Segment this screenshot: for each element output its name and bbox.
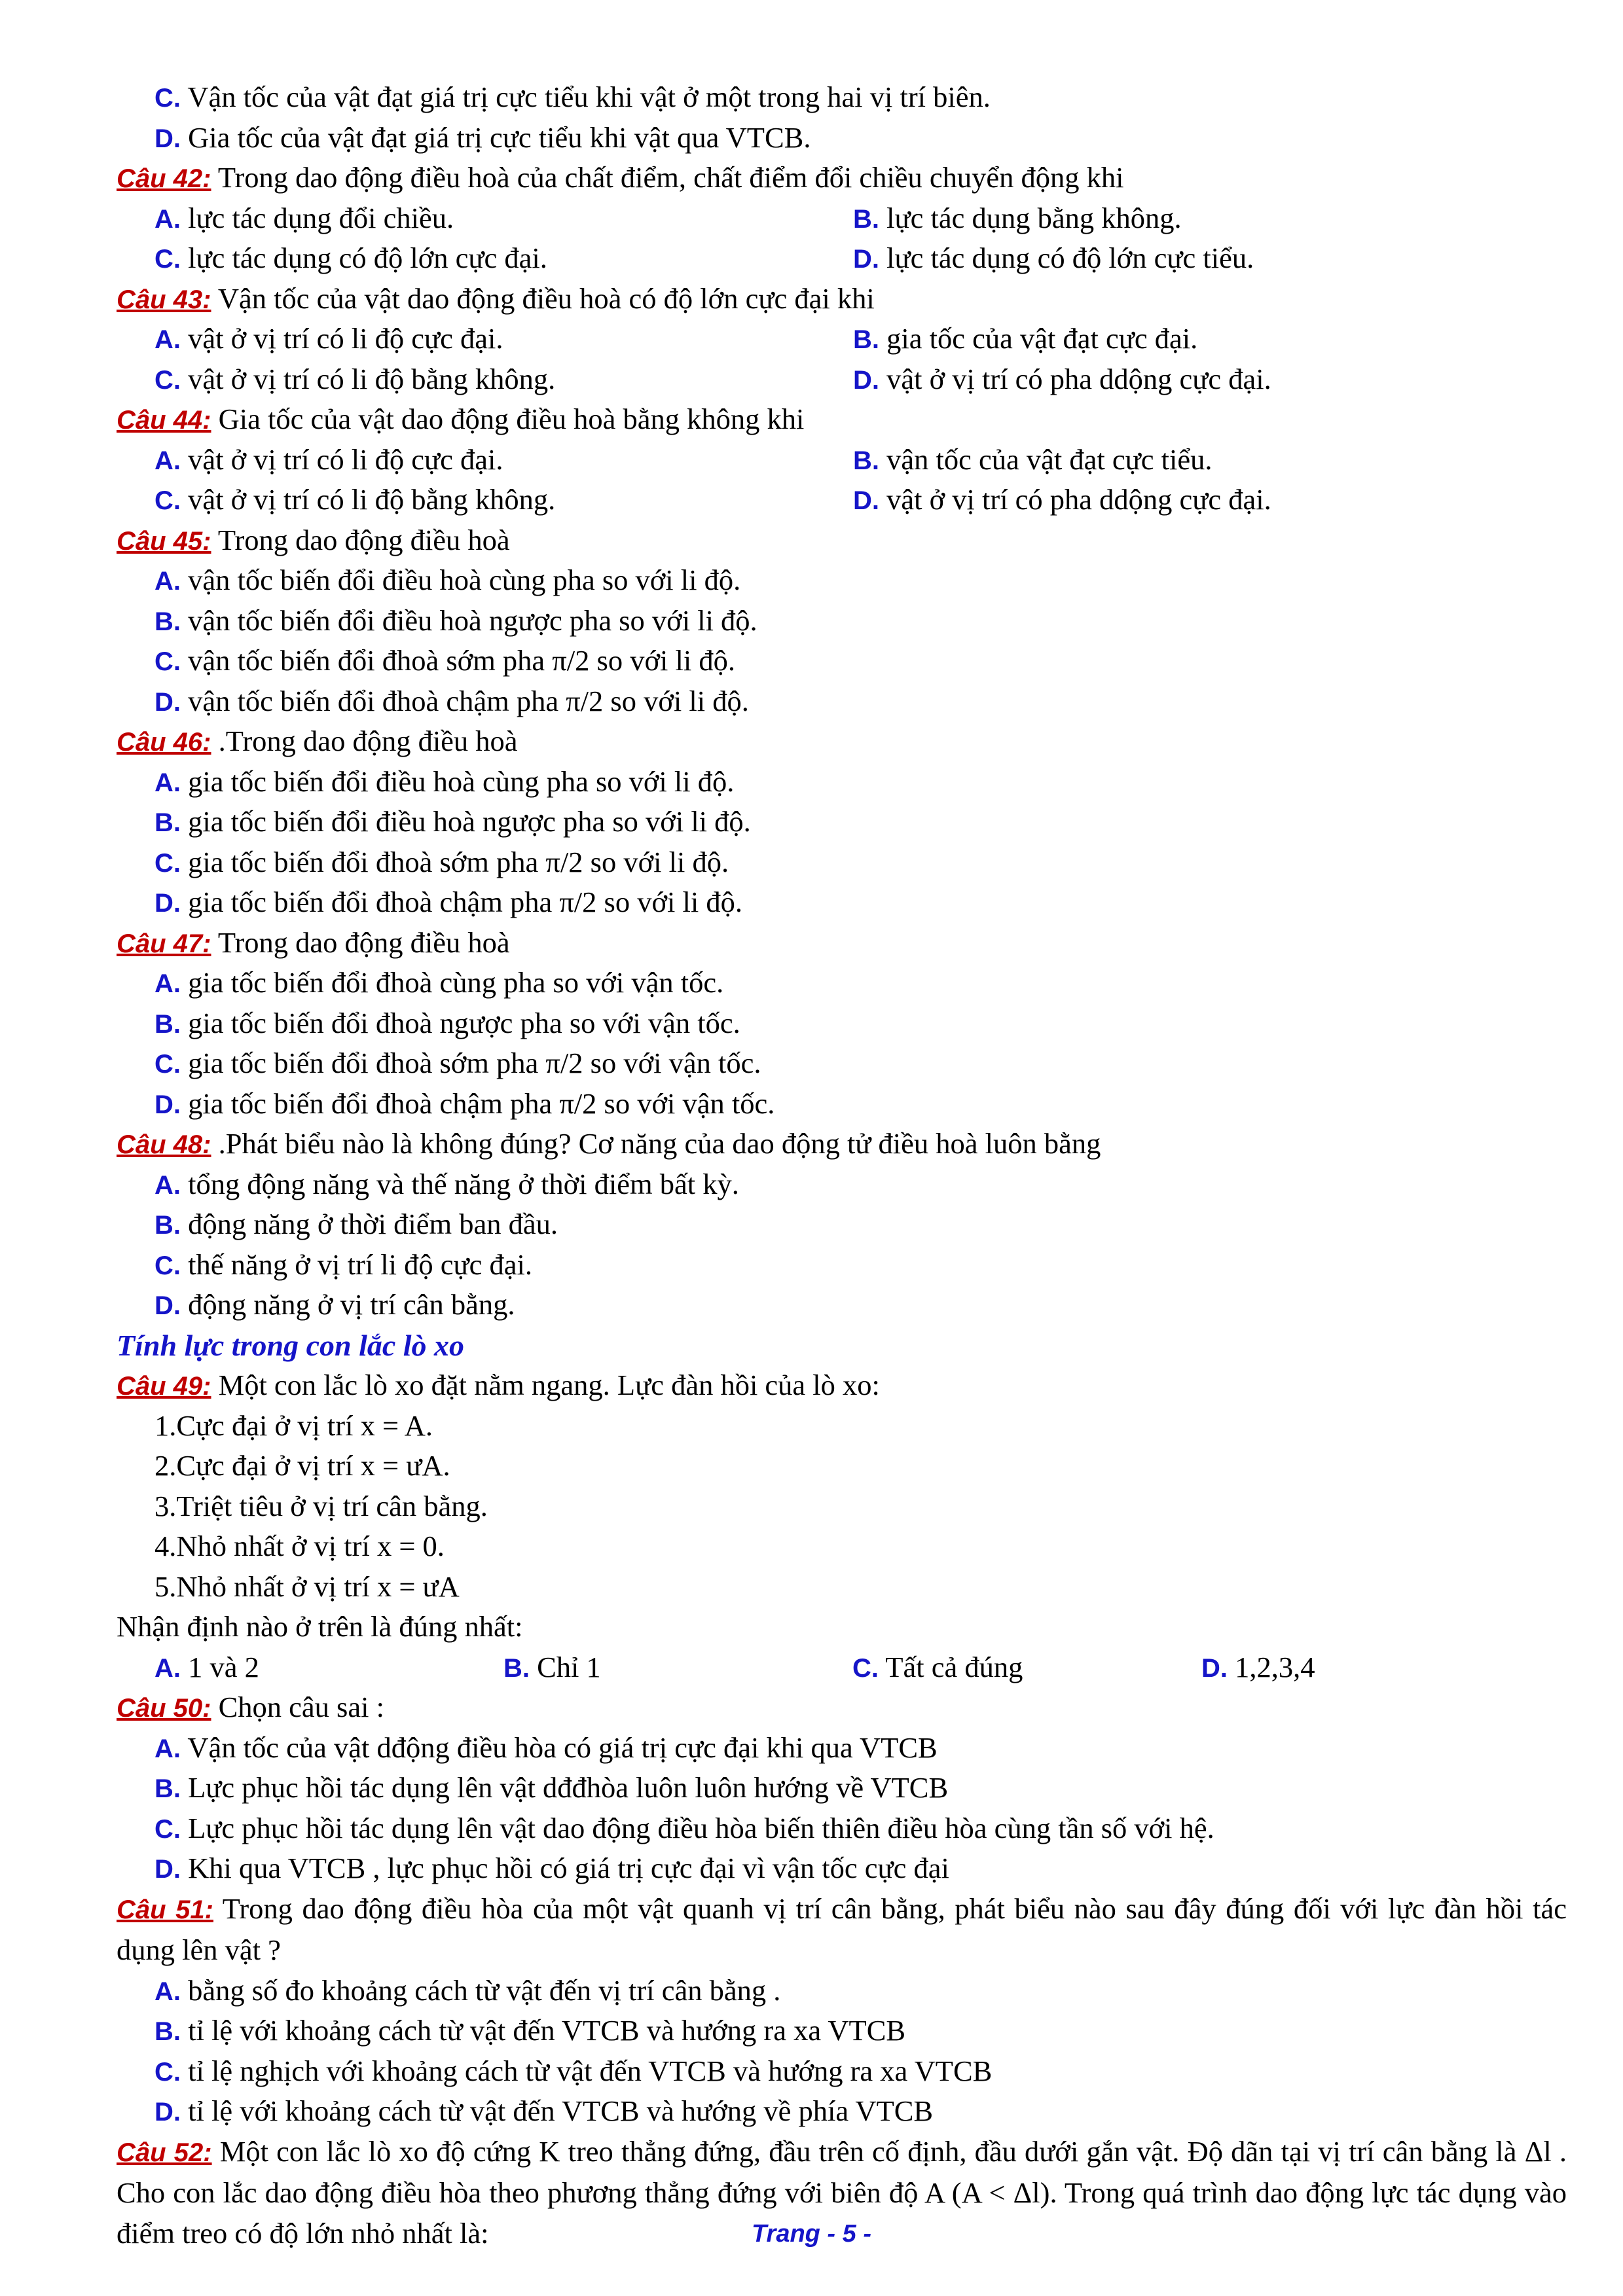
question-number: Câu 44: (117, 406, 211, 435)
option-label: B. (155, 607, 181, 636)
q48-option-b (155, 1204, 1567, 1245)
option-label: C. (155, 1251, 181, 1280)
option-label: D. (155, 687, 181, 717)
question-text: Trong dao động điều hòa của một vật quanh vị trí cân bằng, phát biểu nào sau đây đúng đối với lực đàn hồi tác dụng lên vật ? (117, 1892, 1567, 1966)
option-text: vận tốc biến đổi điều hoà cùng pha so với li độ. (188, 564, 741, 596)
option-label: D. (155, 889, 181, 918)
q49-statement-4: 4.Nhỏ nhất ở vị trí x = 0. (155, 1530, 445, 1562)
q46-option-a (155, 762, 1567, 802)
q49-option-c (852, 1647, 1201, 1688)
option-text: vận tốc biến đổi đhoà chậm pha π/2 so với li độ. (188, 684, 749, 717)
option-text: thế năng ở vị trí li độ cực đại. (188, 1247, 533, 1281)
q46-option-c (155, 842, 1567, 883)
q42-option-a (155, 198, 853, 239)
q51-option-b (155, 2011, 1567, 2051)
option-label: B. (853, 204, 879, 234)
question-number: Câu 47: (117, 929, 211, 958)
option-label: C. (155, 365, 181, 395)
option-text: lực tác dụng có độ lớn cực đại. (188, 242, 547, 274)
option-text: gia tốc biến đổi đhoà chậm pha π/2 so với vận tốc. (188, 1086, 775, 1120)
option-text: Vận tốc của vật dđộng điều hòa có giá trị cực đại khi qua VTCB (187, 1731, 938, 1764)
option-text: gia tốc biến đổi điều hoà cùng pha so với li độ. (188, 764, 735, 798)
option-text: vật ở vị trí có pha ddộng cực đại. (886, 483, 1271, 516)
option-text: gia tốc biến đổi đhoà chậm pha π/2 so với li độ. (188, 886, 742, 918)
option-label: C. (155, 1050, 181, 1079)
option-label: A. (155, 1653, 181, 1683)
q42-option-c (155, 238, 853, 279)
q49-option-b (503, 1647, 852, 1688)
q44-option-b (853, 440, 1212, 480)
q50-option-d (155, 1848, 1567, 1889)
q43-options-row-1 (155, 319, 1567, 359)
q43-stem (117, 279, 1567, 319)
option-label: C. (155, 848, 181, 878)
option-text: 1,2,3,4 (1235, 1650, 1315, 1683)
option-text: vận tốc của vật đạt cực tiểu. (886, 442, 1213, 476)
option-text: vật ở vị trí có li độ cực đại. (188, 322, 503, 355)
q47-option-a (155, 963, 1567, 1003)
option-text: lực tác dụng đổi chiều. (188, 201, 454, 234)
option-label: D. (853, 365, 879, 395)
question-text: Một con lắc lò xo độ cứng K treo thẳng đứng, đầu trên cố định, đầu dưới gắn vật. Độ dãn tại vị trí cân bằng là Δl . Cho con lắc dao động điều hòa theo phương thẳng đứng với biên độ A (A < Δl). Trong quá trình dao động lực tác dụng vào điểm treo có độ lớn nhỏ nhất là: (117, 2134, 1567, 2250)
document-page (117, 77, 1567, 2253)
option-text: gia tốc biến đổi đhoà sớm pha π/2 so với li độ. (188, 845, 729, 878)
option-label: C. (155, 486, 181, 515)
option-text: lực tác dụng có độ lớn cực tiểu. (886, 242, 1254, 274)
q48-stem (117, 1124, 1567, 1164)
q51-stem (117, 1889, 1567, 1971)
option-label: D. (853, 486, 879, 515)
q47-option-c (155, 1043, 1567, 1084)
question-text: Trong dao động điều hoà (211, 523, 510, 556)
option-label: C. (155, 647, 181, 676)
q43-option-a (155, 319, 853, 359)
option-label: B. (503, 1653, 530, 1683)
section-heading: Tính lực trong con lắc lò xo (117, 1328, 465, 1362)
q47-option-d (155, 1084, 1567, 1124)
question-number: Câu 45: (117, 526, 211, 556)
q47-option-b (155, 1003, 1567, 1044)
option-text: động năng ở vị trí cân bằng. (188, 1288, 515, 1321)
option-label: A. (155, 1977, 181, 2006)
option-label: D. (155, 124, 181, 153)
option-text: tổng động năng và thế năng ở thời điểm bất kỳ. (188, 1167, 739, 1200)
option-label: C. (852, 1653, 879, 1683)
q48-option-c (155, 1245, 1567, 1285)
q45-option-d (155, 681, 1567, 722)
option-text: gia tốc biến đổi đhoà sớm pha π/2 so với vận tốc. (188, 1047, 761, 1079)
option-label: D. (155, 2098, 181, 2126)
question-number: Câu 48: (117, 1130, 211, 1159)
q51-option-d (155, 2091, 1567, 2132)
option-label: C. (155, 1814, 181, 1844)
question-number: Câu 43: (117, 285, 211, 314)
page-footer: Trang - 5 - (752, 2220, 871, 2248)
q44-stem (117, 399, 1567, 440)
q44-option-c (155, 480, 853, 520)
q42-option-d (853, 238, 1254, 279)
question-number: Câu 42: (117, 164, 211, 193)
q49-statement-5: 5.Nhỏ nhất ở vị trí x = ưA (155, 1570, 460, 1603)
option-label: B. (155, 1774, 181, 1803)
option-label: A. (155, 567, 181, 596)
question-text: Chọn câu sai : (211, 1691, 384, 1723)
option-text: gia tốc biến đổi đhoà cùng pha so với vận tốc. (188, 966, 724, 999)
question-number: Câu 49: (117, 1372, 211, 1401)
option-label: C. (155, 84, 181, 113)
q42-option-b (853, 198, 1182, 239)
question-text: .Phát biểu nào là không đúng? Cơ năng của dao động tử điều hoà luôn bằng (211, 1127, 1101, 1160)
option-label: A. (155, 1170, 181, 1200)
option-label: D. (1201, 1653, 1228, 1683)
q41-option-c (155, 77, 1567, 118)
option-label: D. (155, 1855, 181, 1884)
option-label: D. (853, 245, 879, 274)
option-text: tỉ lệ nghịch với khoảng cách từ vật đến VTCB và hướng ra xa VTCB (188, 2054, 993, 2087)
q45-option-b (155, 601, 1567, 641)
option-text: vật ở vị trí có li độ bằng không. (188, 362, 556, 395)
question-text: Một con lắc lò xo đặt nằm ngang. Lực đàn hồi của lò xo: (211, 1369, 880, 1401)
q46-option-b (155, 802, 1567, 842)
q45-stem (117, 520, 1567, 561)
option-text: vật ở vị trí có li độ bằng không. (188, 483, 556, 516)
q44-option-a (155, 440, 853, 480)
q44-option-d (853, 480, 1271, 520)
q46-option-d (155, 882, 1567, 923)
q49-options-row (155, 1647, 1567, 1688)
q45-option-a (155, 560, 1567, 601)
q44-options-row-1 (155, 440, 1567, 480)
option-text: 1 và 2 (188, 1650, 259, 1683)
option-text: tỉ lệ với khoảng cách từ vật đến VTCB và hướng về phía VTCB (188, 2094, 934, 2127)
q44-options-row-2 (155, 480, 1567, 520)
q50-option-a (155, 1728, 1567, 1768)
q50-stem (117, 1687, 1567, 1728)
option-text: lực tác dụng bằng không. (886, 201, 1182, 234)
q43-option-d (853, 359, 1271, 400)
q51-option-c (155, 2051, 1567, 2092)
q48-option-d (155, 1285, 1567, 1325)
option-text: Lực phục hồi tác dụng lên vật dđđhòa luôn luôn hướng về VTCB (188, 1771, 949, 1804)
q49-stem (117, 1365, 1567, 1406)
q41-option-d (155, 118, 1567, 158)
q49-option-d (1201, 1647, 1315, 1688)
option-label: B. (155, 1211, 181, 1240)
q50-option-b (155, 1768, 1567, 1808)
option-text: động năng ở thời điểm ban đầu. (188, 1208, 558, 1240)
q43-options-row-2 (155, 359, 1567, 400)
q42-options-row-1 (155, 198, 1567, 239)
option-label: B. (155, 1009, 181, 1039)
option-label: A. (155, 446, 181, 475)
question-text: .Trong dao động điều hoà (211, 725, 518, 757)
q50-option-c (155, 1808, 1567, 1849)
option-text: Vận tốc của vật đạt giá trị cực tiểu khi vật ở một trong hai vị trí biên. (187, 81, 991, 113)
option-text: Lực phục hồi tác dụng lên vật dao động điều hòa biến thiên điều hòa cùng tần số với hệ. (188, 1811, 1214, 1844)
option-text: gia tốc biến đổi đhoà ngược pha so với vận tốc. (188, 1006, 740, 1039)
q42-stem (117, 158, 1567, 198)
option-label: B. (853, 325, 879, 354)
option-text: Khi qua VTCB , lực phục hồi có giá trị cực đại vì vận tốc cực đại (188, 1852, 949, 1884)
option-text: bằng số đo khoảng cách từ vật đến vị trí cân bằng . (188, 1973, 781, 2007)
q49-statement-1: 1.Cực đại ở vị trí x = A. (155, 1408, 433, 1442)
question-text: Vận tốc của vật dao động điều hoà có độ lớn cực đại khi (211, 281, 875, 315)
q45-option-c (155, 641, 1567, 681)
option-label: B. (155, 808, 181, 837)
question-number: Câu 52: (117, 2138, 212, 2167)
option-text: gia tốc của vật đạt cực đại. (886, 322, 1198, 355)
option-text: Gia tốc của vật đạt giá trị cực tiểu khi vật qua VTCB. (188, 120, 811, 154)
option-label: A. (155, 204, 181, 234)
option-label: A. (155, 1734, 181, 1763)
option-label: C. (155, 2057, 181, 2087)
q43-option-c (155, 359, 853, 400)
q51-option-a (155, 1971, 1567, 2011)
option-text: gia tốc biến đổi điều hoà ngược pha so với li độ. (188, 805, 751, 838)
option-label: A. (155, 325, 181, 354)
option-label: D. (155, 1291, 181, 1320)
option-text: Chỉ 1 (537, 1650, 601, 1683)
option-text: tỉ lệ với khoảng cách từ vật đến VTCB và hướng ra xa VTCB (188, 2014, 906, 2047)
question-text: Gia tốc của vật dao động điều hoà bằng không khi (211, 403, 805, 435)
option-text: Tất cả đúng (885, 1650, 1023, 1683)
option-label: B. (155, 2017, 181, 2046)
q49-option-a (155, 1647, 503, 1688)
option-text: vận tốc biến đổi điều hoà ngược pha so với li độ. (188, 603, 757, 637)
option-text: vật ở vị trí có pha ddộng cực đại. (886, 362, 1271, 395)
q49-statement-3: 3.Triệt tiêu ở vị trí cân bằng. (155, 1489, 488, 1522)
option-label: B. (853, 446, 879, 475)
q49-prompt: Nhận định nào ở trên là đúng nhất: (117, 1610, 523, 1643)
q42-options-row-2 (155, 238, 1567, 279)
option-text: vật ở vị trí có li độ cực đại. (188, 442, 503, 476)
q43-option-b (853, 319, 1197, 359)
q48-option-a (155, 1164, 1567, 1205)
option-label: D. (155, 1090, 181, 1119)
question-text: Trong dao động điều hoà (211, 925, 510, 959)
q49-statement-2: 2.Cực đại ở vị trí x = ưA. (155, 1449, 450, 1482)
question-number: Câu 46: (117, 728, 211, 757)
option-text: vận tốc biến đổi đhoà sớm pha π/2 so với li độ. (188, 644, 735, 677)
question-text: Trong dao động điều hoà của chất điểm, chất điểm đổi chiều chuyển động khi (211, 161, 1124, 194)
question-number: Câu 51: (117, 1895, 213, 1924)
question-number: Câu 50: (117, 1694, 211, 1723)
q47-stem (117, 923, 1567, 963)
option-label: A. (155, 969, 181, 998)
option-label: C. (155, 245, 181, 274)
option-label: A. (155, 768, 181, 797)
q46-stem (117, 721, 1567, 762)
